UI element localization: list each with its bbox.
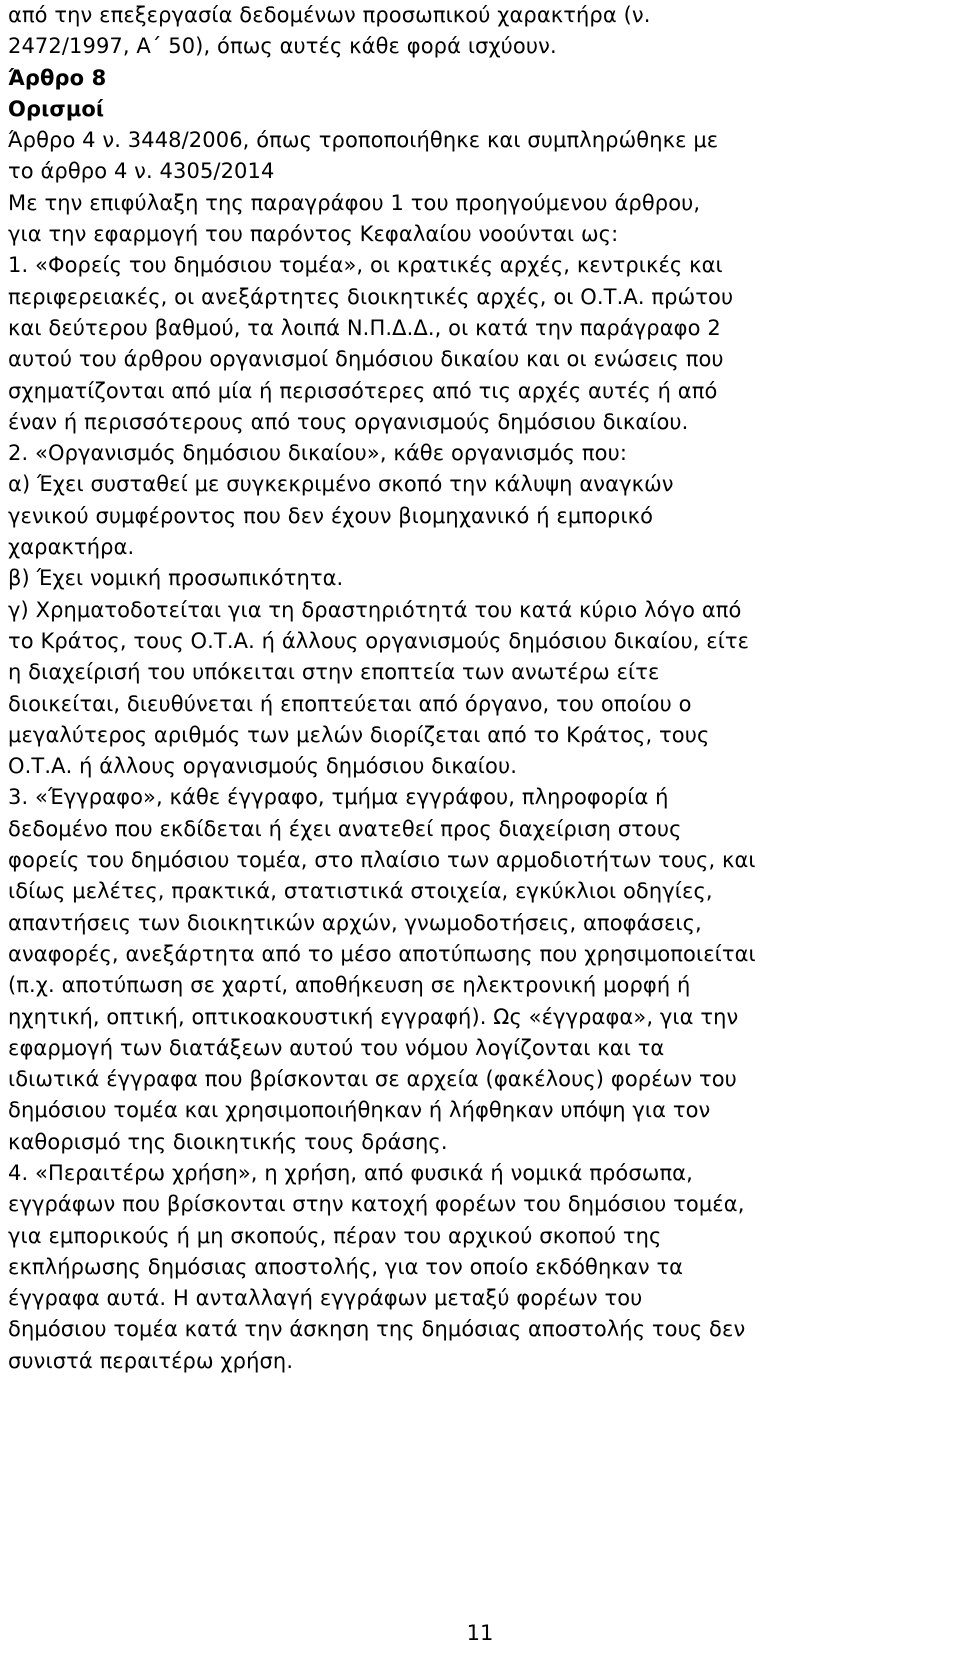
text-line: Με την επιφύλαξη της παραγράφου 1 του προηγούμενου άρθρου, [8,190,701,215]
text-line: ηχητική, οπτική, οπτικοακουστική εγγραφή). Ως «έγγραφα», για την [8,1004,739,1029]
text-line: για την εφαρμογή του παρόντος Κεφαλαίου νοούνται ως: [8,222,619,247]
text-line: φορείς του δημόσιου τομέα, στο πλαίσιο των αρμοδιοτήτων τους, και [8,848,756,873]
text-line: Ο.Τ.Α. ή άλλους οργανισμούς δημόσιου δικαίου. [8,754,517,779]
text-line: αναφορές, ανεξάρτητα από το μέσο αποτύπωσης που χρησιμοποιείται [8,941,756,966]
text-line: 3. «Έγγραφο», κάθε έγγραφο, τμήμα εγγράφου, πληροφορία ή [8,785,669,810]
text-line: ιδίως μελέτες, πρακτικά, στατιστικά στοιχεία, εγκύκλιοι οδηγίες, [8,879,713,904]
text-line: δημόσιου τομέα κατά την άσκηση της δημόσιας αποστολής τους δεν [8,1317,746,1342]
text-line: έγγραφα αυτά. Η ανταλλαγή εγγράφων μεταξύ φορέων του [8,1286,643,1311]
text-line: γ) Χρηματοδοτείται για τη δραστηριότητά του κατά κύριο λόγο από [8,597,742,622]
text-line: ιδιωτικά έγγραφα που βρίσκονται σε αρχεία (φακέλους) φορέων του [8,1067,737,1092]
text-line: δεδομένο που εκδίδεται ή έχει ανατεθεί προς διαχείριση στους [8,816,682,841]
text-line: διοικείται, διευθύνεται ή εποπτεύεται από όργανο, του οποίου ο [8,691,692,716]
text-line: (π.χ. αποτύπωση σε χαρτί, αποθήκευση σε ηλεκτρονική μορφή ή [8,973,691,998]
heading-line: Ορισμοί [8,96,105,121]
text-line: γενικού συμφέροντος που δεν έχουν βιομηχανικό ή εμπορικό [8,503,654,528]
text-line: η διαχείρισή του υπόκειται στην εποπτεία των ανωτέρω είτε [8,660,660,685]
text-line: Άρθρο 4 ν. 3448/2006, όπως τροποποιήθηκε και συμπληρώθηκε με [8,128,719,153]
text-line: καθορισμό της διοικητικής τους δράσης. [8,1129,448,1154]
text-line: 4. «Περαιτέρω χρήση», η χρήση, από φυσικά ή νομικά πρόσωπα, [8,1160,693,1185]
text-line: β) Έχει νομική προσωπικότητα. [8,566,344,591]
text-line: συνιστά περαιτέρω χρήση. [8,1348,294,1373]
text-line: απαντήσεις των διοικητικών αρχών, γνωμοδοτήσεις, αποφάσεις, [8,910,702,935]
heading-line: Άρθρο 8 [8,65,107,90]
text-line: έναν ή περισσότερους από τους οργανισμούς δημόσιου δικαίου. [8,409,689,434]
text-line: χαρακτήρα. [8,535,135,560]
text-line: για εμπορικούς ή μη σκοπούς, πέραν του αρχικού σκοπού της [8,1223,662,1248]
text-line: 1. «Φορείς του δημόσιου τομέα», οι κρατικές αρχές, κεντρικές και [8,253,723,278]
text-line: εφαρμογή των διατάξεων αυτού του νόμου λογίζονται και τα [8,1035,665,1060]
text-line: αυτού του άρθρου οργανισμοί δημόσιου δικαίου και οι ενώσεις που [8,347,724,372]
text-line: εγγράφων που βρίσκονται στην κατοχή φορέων του δημόσιου τομέα, [8,1192,745,1217]
text-line: μεγαλύτερος αριθμός των μελών διορίζεται από το Κράτος, τους [8,722,710,747]
text-line: α) Έχει συσταθεί με συγκεκριμένο σκοπό την κάλυψη αναγκών [8,472,674,497]
page-number: 11 [466,1621,494,1645]
document-page [8,0,944,1377]
text-line: σχηματίζονται από μία ή περισσότερες από τις αρχές αυτές ή από [8,378,718,403]
text-line: το Κράτος, τους Ο.Τ.Α. ή άλλους οργανισμούς δημόσιου δικαίου, είτε [8,628,750,653]
text-line: περιφερειακές, οι ανεξάρτητες διοικητικές αρχές, οι Ο.Τ.Α. πρώτου [8,284,734,309]
text-line: 2. «Οργανισμός δημόσιου δικαίου», κάθε οργανισμός που: [8,441,627,466]
text-line: εκπλήρωσης δημόσιας αποστολής, για τον οποίο εκδόθηκαν τα [8,1254,684,1279]
text-line: δημόσιου τομέα και χρησιμοποιήθηκαν ή λήφθηκαν υπόψη για τον [8,1098,711,1123]
text-line: 2472/1997, Α΄ 50), όπως αυτές κάθε φορά ισχύουν. [8,34,557,59]
text-line: και δεύτερου βαθμού, τα λοιπά Ν.Π.Δ.Δ., οι κατά την παράγραφο 2 [8,315,721,340]
text-line: από την επεξεργασία δεδομένων προσωπικού χαρακτήρα (ν. [8,3,651,27]
text-line: το άρθρο 4 ν. 4305/2014 [8,159,275,184]
